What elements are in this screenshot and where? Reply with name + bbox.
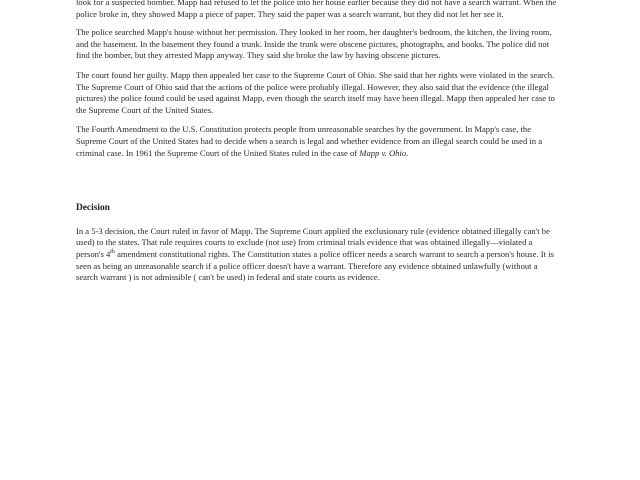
document-page [76, 0, 560, 290]
paragraph-police-search: The police searched Mapp's house without her permission. They looked in her room, her daughter's bedroom, the kitchen, the living room, and the basement. In the basement they found a trunk. Inside the trunk were obscene pictures, photographs, and books. The police did not find the bomber, but they arrested Mapp anyway. They said she broke the law by having obscene pictures. [76, 27, 552, 61]
fourth-amendment-end: . [406, 147, 409, 158]
decision-heading: Decision [76, 203, 110, 214]
ordinal-suffix: th [110, 249, 115, 256]
paragraph-fourth-amendment [76, 124, 560, 159]
paragraph-court-appeal: The court found her guilty. Mapp then appealed her case to the Supreme Court of Ohio. She said that her rights were violated in the search. The Supreme Court of Ohio said that the actions of the police were probably illegal. However, they also said that the evidence (the illegal pictures) the police found could be used against Mapp, even though the search itself may have been illegal. Mapp then appealed her case to the Supreme Court of the United States. [76, 69, 555, 115]
paragraph-search-background: look for a suspected bomber. Mapp had refused to let the police into her house earlier because they did not have a search warrant. When the police broke in, they showed Mapp a piece of paper. They said the paper was a search warrant, but they did not let her see it. [76, 0, 557, 19]
case-name: Mapp v. Ohio [359, 147, 407, 158]
paragraph-decision [76, 226, 560, 284]
decision-text: In a 5-3 decision, the Court ruled in favor of Mapp. The Supreme Court applied the exclusionary rule (evidence obtained illegally can't be used) to the states. That rule requires courts to exclude (not use) from criminal trials evidence that was obtained illegally—violated a person's 4 [76, 225, 550, 259]
decision-text-end: amendment constitutional rights. The Constitution states a police officer needs a search warrant to search a person's house. It is seen as being an unreasonable search if a police officer doesn't have a warrant. Therefore any evidence obtained unlawfully (without a search warrant ) is not admissible ( can't be used) in federal and state courts as evidence. [76, 248, 554, 283]
fourth-amendment-text: The Fourth Amendment to the U.S. Constitution protects people from unreasonable searches by the government. In Mapp's case, the Supreme Court of the United States had to decide when a search is legal and whether evidence from an illegal search could be used in a criminal case. In 1961 the Supreme Court of the United States ruled in the case of [76, 124, 543, 158]
